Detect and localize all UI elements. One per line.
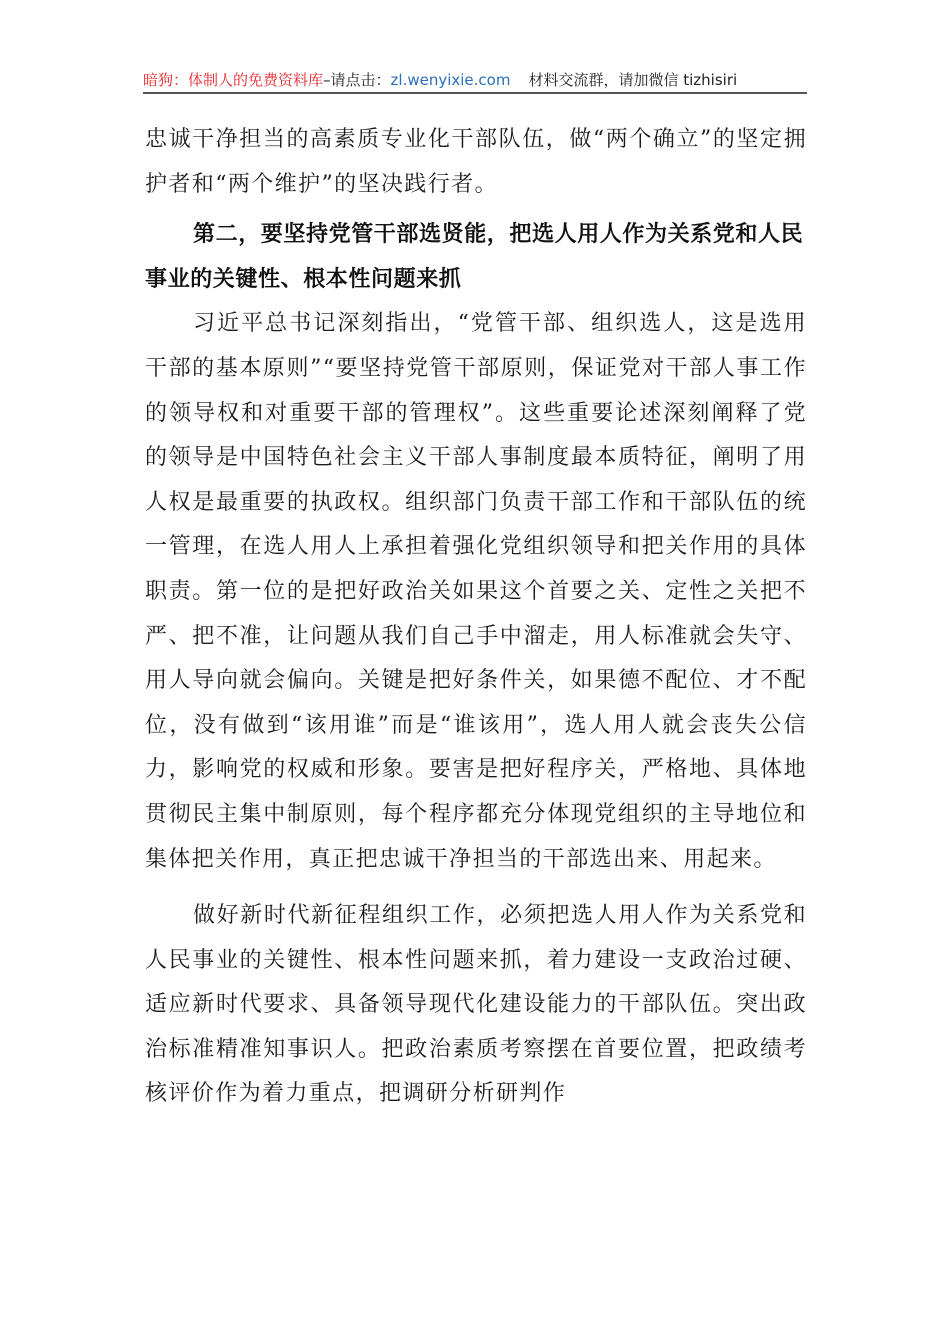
continuation-paragraph: 忠诚干净担当的高素质专业化干部队伍，做“两个确立”的坚定拥护者和“两个维护”的坚决践行者。: [145, 127, 807, 197]
header-website-link[interactable]: zl.wenyixie.com: [390, 71, 511, 89]
paragraph-spacer: [145, 882, 807, 894]
body-paragraph-1: 习近平总书记深刻指出，“党管干部、组织选人，这是选用干部的基本原则”“要坚持党管干部原则，保证党对干部人事工作的领导权和对重要干部的管理权”。这些重要论述深刻阐释了党的领导是中国特色社会主义干部人事制度最本质特征，阐明了用人权是最重要的执政权。组织部门负责干部工作和干部队伍的统一管理，在选人用人上承担着强化党组织领导和把关作用的具体职责。第一位的是把好政治关如果这个首要之关、定性之关把不严、把不准，让问题从我们自己手中溜走，用人标准就会失守、用人导向就会偏向。关键是把好条件关，如果德不配位、才不配位，没有做到“该用谁”而是“谁该用”，选人用人就会丧失公信力，影响党的权威和形象。要害是把好程序关，严格地、具体地贯彻民主集中制原则，每个程序都充分体现党组织的主导地位和集体把关作用，真正把忠诚干净担当的干部选出来、用起来。: [145, 311, 807, 872]
section-heading: 第二，要坚持党管干部选贤能，把选人用人作为关系党和人民事业的关键性、根本性问题来抓: [145, 222, 804, 292]
header-prompt-text: –请点击：: [323, 71, 391, 89]
header-brand-text: 暗狗：体制人的免费资料库: [143, 71, 324, 89]
header-contact-text: 材料交流群，请加微信 tizhisiri: [528, 71, 738, 89]
document-body: [145, 118, 807, 1117]
body-paragraph-2: 做好新时代新征程组织工作，必须把选人用人作为关系党和人民事业的关键性、根本性问题来抓，着力建设一支政治过硬、适应新时代要求、具备领导现代化建设能力的干部队伍。突出政治标准精准知事识人。把政治素质考察摆在首要位置，把政绩考核评价作为着力重点，把调研分析研判作: [145, 903, 807, 1107]
page-header-banner: [143, 68, 807, 94]
